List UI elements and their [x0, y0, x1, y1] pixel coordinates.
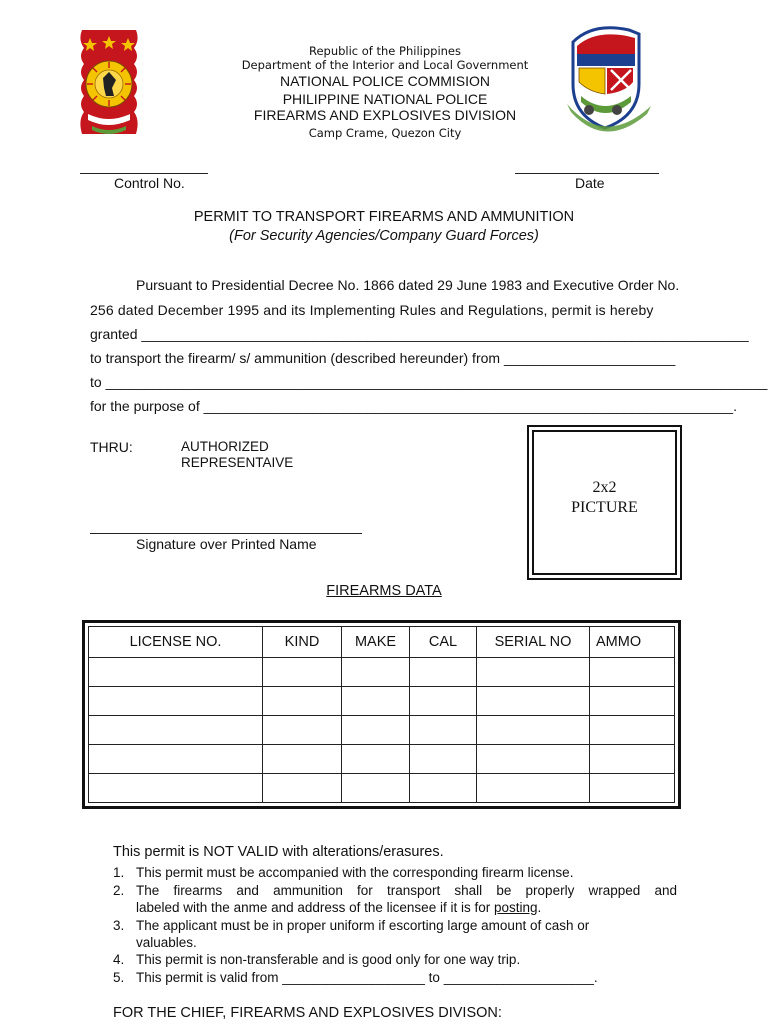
picture-label: PICTURE — [571, 499, 638, 516]
note-2-text-cont — [136, 900, 541, 915]
signature-line[interactable] — [90, 520, 362, 534]
firearms-division-logo — [565, 24, 655, 144]
col-ammo: AMMO — [590, 627, 675, 658]
table-row — [89, 687, 675, 716]
table-row — [89, 658, 675, 687]
permit-subtitle — [120, 228, 648, 244]
col-serial-no: SERIAL NO — [477, 627, 590, 658]
cell-license[interactable] — [89, 745, 263, 774]
date-label: Date — [575, 175, 605, 191]
body-line-2: 256 dated December 1995 and its Implementing Rules and Regulations, permit is hereby — [90, 302, 654, 318]
col-license-no: LICENSE NO. — [89, 627, 263, 658]
firearms-table-frame — [82, 620, 681, 809]
control-no-line[interactable] — [80, 160, 208, 174]
permit-title: PERMIT TO TRANSPORT FIREARMS AND AMMUNITION — [193, 209, 575, 225]
representative-label: REPRESENTAIVE — [181, 455, 294, 470]
header-republic: Republic of the Philippines — [308, 44, 462, 58]
cell-kind[interactable] — [263, 687, 342, 716]
cell-license[interactable] — [89, 716, 263, 745]
cell-serial[interactable] — [477, 774, 590, 803]
note-2-period: . — [537, 900, 542, 915]
note-5-num: 5. — [113, 970, 125, 985]
cell-kind[interactable] — [263, 745, 342, 774]
purpose-field[interactable]: for the purpose of ____________________________________________________________________. — [90, 398, 737, 414]
cell-make[interactable] — [342, 716, 410, 745]
cell-license[interactable] — [89, 774, 263, 803]
header-dilg: Department of the Interior and Local Government — [241, 58, 529, 72]
permit-subtitle-text: (For Security Agencies/Company Guard Forces) — [229, 228, 539, 244]
table-header-row — [89, 627, 675, 658]
note-2-text-a: labeled with the anme and address of the licensee if it is for — [136, 900, 494, 915]
cell-license[interactable] — [89, 687, 263, 716]
col-make: MAKE — [342, 627, 410, 658]
control-no-label: Control No. — [114, 175, 185, 191]
cell-make[interactable] — [342, 658, 410, 687]
transport-from-field[interactable]: to transport the firearm/ s/ ammunition (described hereunder) from ______________________ — [90, 350, 676, 366]
body-line-1: Pursuant to Presidential Decree No. 1866 dated 29 June 1983 and Executive Order No. — [136, 277, 680, 293]
cell-kind[interactable] — [263, 658, 342, 687]
cell-ammo[interactable] — [590, 687, 675, 716]
thru-label: THRU: — [90, 439, 133, 455]
cell-kind[interactable] — [263, 716, 342, 745]
note-2-num: 2. — [113, 883, 125, 898]
header-napolcom: NATIONAL POLICE COMMISION — [279, 73, 491, 89]
col-kind: KIND — [263, 627, 342, 658]
cell-ammo[interactable] — [590, 716, 675, 745]
not-valid-note: This permit is NOT VALID with alterations/erasures. — [113, 844, 444, 860]
header-pnp: PHILIPPINE NATIONAL POLICE — [282, 91, 488, 107]
granted-field[interactable]: granted ______________________________________________________________________________ — [90, 326, 749, 342]
cell-cal[interactable] — [410, 658, 477, 687]
picture-box — [527, 425, 682, 580]
note-2-text: The firearms and ammunition for transport shall be properly wrapped and — [136, 883, 677, 898]
note-5-text[interactable]: This permit is valid from ___________________ to ____________________. — [136, 970, 598, 985]
cell-ammo[interactable] — [590, 745, 675, 774]
date-line[interactable] — [515, 160, 659, 174]
cell-make[interactable] — [342, 774, 410, 803]
note-1-text: This permit must be accompanied with the corresponding firearm license. — [136, 865, 574, 880]
for-chief-label: FOR THE CHIEF, FIREARMS AND EXPLOSIVES DIVISON: — [113, 1005, 502, 1021]
cell-serial[interactable] — [477, 716, 590, 745]
cell-kind[interactable] — [263, 774, 342, 803]
note-4-text: This permit is non-transferable and is good only for one way trip. — [136, 952, 521, 967]
note-3-text-cont: valuables. — [136, 935, 197, 950]
cell-serial[interactable] — [477, 745, 590, 774]
table-row — [89, 774, 675, 803]
note-2-posting: posting — [493, 900, 538, 915]
authorized-label: AUTHORIZED — [181, 439, 269, 454]
picture-size-label: 2x2 — [592, 479, 617, 496]
cell-cal[interactable] — [410, 774, 477, 803]
header-camp-crame: Camp Crame, Quezon City — [308, 126, 462, 140]
table-row — [89, 745, 675, 774]
note-4-num: 4. — [113, 952, 125, 967]
transport-to-field[interactable]: to _____________________________________________________________________________________ — [90, 374, 768, 390]
cell-serial[interactable] — [477, 658, 590, 687]
col-cal: CAL — [410, 627, 477, 658]
cell-serial[interactable] — [477, 687, 590, 716]
cell-cal[interactable] — [410, 716, 477, 745]
cell-make[interactable] — [342, 687, 410, 716]
cell-ammo[interactable] — [590, 658, 675, 687]
pnp-logo — [76, 26, 142, 138]
cell-make[interactable] — [342, 745, 410, 774]
table-row — [89, 716, 675, 745]
note-1-num: 1. — [113, 865, 125, 880]
firearms-data-heading: FIREARMS DATA — [326, 583, 442, 599]
note-3-text: The applicant must be in proper uniform if escorting large amount of cash or — [136, 918, 590, 933]
note-3-num: 3. — [113, 918, 125, 933]
cell-license[interactable] — [89, 658, 263, 687]
cell-ammo[interactable] — [590, 774, 675, 803]
firearms-table — [88, 626, 675, 803]
signature-caption: Signature over Printed Name — [136, 536, 317, 552]
cell-cal[interactable] — [410, 745, 477, 774]
header-fed: FIREARMS AND EXPLOSIVES DIVISION — [253, 107, 517, 123]
cell-cal[interactable] — [410, 687, 477, 716]
